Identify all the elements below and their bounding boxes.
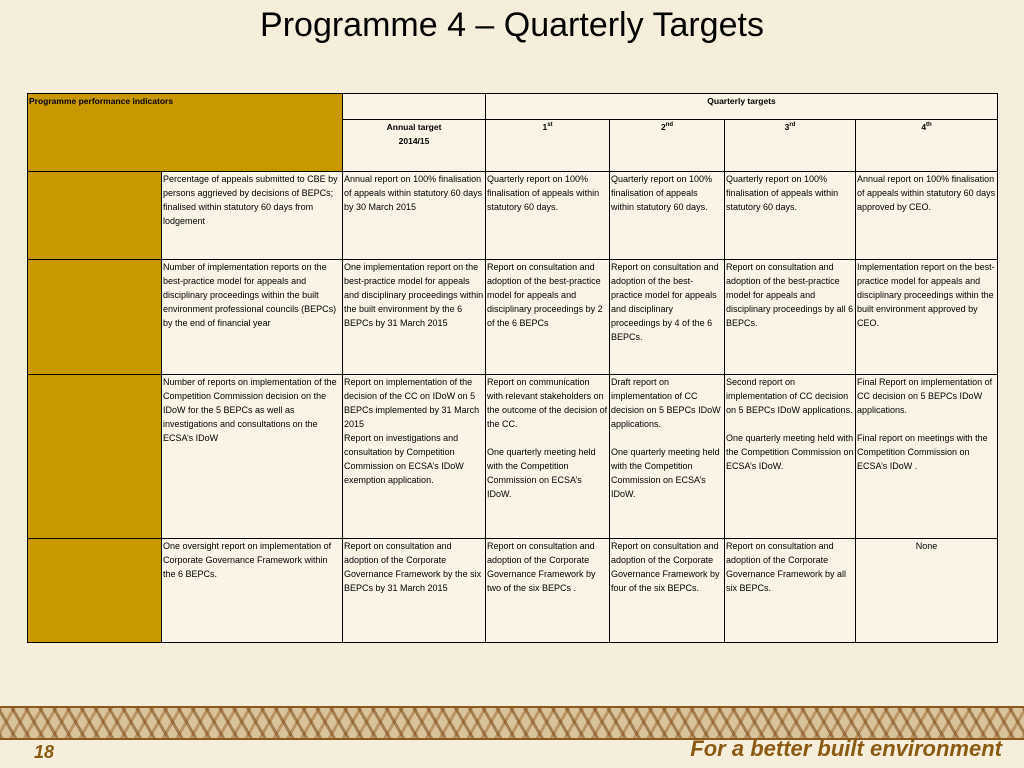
q2-target-cell: Report on consultation and adoption of the Corporate Governance Framework by four of the six BEPCs. [610,539,725,643]
quarter-2-header [610,120,725,172]
indicator-cell: Number of reports on implementation of the Competition Commission decision on the IDoW for the 5 BEPCs as well as investigations and consultations on the ECSA’s IDoW [162,375,343,539]
decorative-border [0,706,1024,740]
annual-target-part-a: Report on implementation of the decision of the CC on IDoW on 5 BEPCs implemented by 31 March 2015 [344,377,480,429]
q1-target-cell: Report on consultation and adoption of the best-practice model for appeals and disciplinary proceedings by 2 of the 6 BEPCs [486,260,610,375]
q1-target-part-a: Report on communication with relevant stakeholders on the outcome of the decision of the CC. [487,377,608,429]
q3-target-cell [725,375,856,539]
q1-target-cell: Report on consultation and adoption of the Corporate Governance Framework by two of the six BEPCs . [486,539,610,643]
quarter-2-suffix: nd [665,122,674,129]
slide-title: Programme 4 – Quarterly Targets [260,6,764,44]
annual-target-part-b: Report on investigations and consultation by Competition Commission on ECSA’s IDoW exemption application. [344,433,464,485]
q2-target-cell: Report on consultation and adoption of the best-practice model for appeals and disciplinary proceedings by 4 of the 6 BEPCs. [610,260,725,375]
annual-target-cell: One implementation report on the best-practice model for appeals and disciplinary proceedings within the built environment by the 6 BEPCs by 31 March 2015 [343,260,486,375]
indicator-cell: Number of implementation reports on the best-practice model for appeals and disciplinary proceedings within the built environment professional councils (BEPCs) by the end of financial year [162,260,343,375]
indicator-cell: Percentage of appeals submitted to CBE by persons aggrieved by decisions of BEPCs; finalised within statutory 60 days from lodgement [162,172,343,260]
q2-target-part-b: One quarterly meeting held with the Competition Commission on ECSA’s IDoW. [611,447,720,499]
quarter-4-header [856,120,998,172]
q4-target-cell: None [856,539,998,643]
quarter-1-suffix: st [547,122,553,129]
q4-target-cell: Implementation report on the best-practice model for appeals and disciplinary proceedings within the built environment approved by CEO. [856,260,998,375]
q3-target-part-a: Second report on implementation of CC decision on 5 BEPCs IDoW applications. [726,377,853,415]
table-row [28,375,998,539]
q3-target-cell: Report on consultation and adoption of the Corporate Governance Framework by all six BEPCs. [725,539,856,643]
row-marker [28,375,162,539]
quarter-3-number: 3 [784,122,790,132]
footer-tagline: For a better built environment [690,736,1002,761]
row-marker [28,172,162,260]
q4-target-part-a: Final Report on implementation of CC decision on 5 BEPCs IDoW applications. [857,377,993,415]
table-row [28,539,998,643]
quarterly-targets-table [27,93,998,643]
quarter-1-header [486,120,610,172]
annual-target-label: Annual target [386,122,442,132]
quarter-4-number: 4 [921,122,927,132]
page-number: 18 [34,742,55,762]
table-row [28,172,998,260]
q3-target-cell: Quarterly report on 100% finalisation of appeals within statutory 60 days. [725,172,856,260]
indicator-cell: One oversight report on implementation of Corporate Governance Framework within the 6 BEPCs. [162,539,343,643]
q2-target-cell [610,375,725,539]
annual-target-header [343,120,486,172]
quarter-1-number: 1 [542,122,548,132]
q4-target-cell [856,375,998,539]
q3-target-part-b: One quarterly meeting held with the Competition Commission on ECSA’s IDoW. [726,433,854,471]
row-marker [28,539,162,643]
annual-target-cell: Report on consultation and adoption of the Corporate Governance Framework by the six BEPCs by 31 March 2015 [343,539,486,643]
quarterly-targets-header: Quarterly targets [486,94,998,120]
q4-target-part-b: Final report on meetings with the Competition Commission on ECSA’s IDoW . [857,433,988,471]
table-row [28,260,998,375]
quarter-3-suffix: rd [789,122,796,129]
quarter-3-header [725,120,856,172]
indicators-header: Programme performance indicators [28,94,343,172]
row-marker [28,260,162,375]
q2-target-cell: Quarterly report on 100% finalisation of appeals within statutory 60 days. [610,172,725,260]
quarter-4-suffix: th [926,122,932,129]
annual-target-cell [343,375,486,539]
q3-target-cell: Report on consultation and adoption of the best-practice model for appeals and disciplinary proceedings by all 6 BEPCs. [725,260,856,375]
quarter-2-number: 2 [660,122,666,132]
header-row-1 [28,94,998,120]
q2-target-part-a: Draft report on implementation of CC decision on 5 BEPCs IDoW applications. [611,377,721,429]
q1-target-part-b: One quarterly meeting held with the Competition Commission on ECSA’s IDoW. [487,447,596,499]
header-blank-cell [343,94,486,120]
annual-target-year: 2014/15 [398,136,430,146]
q1-target-cell: Quarterly report on 100% finalisation of appeals within statutory 60 days. [486,172,610,260]
annual-target-cell: Annual report on 100% finalisation of appeals within statutory 60 days by 30 March 2015 [343,172,486,260]
q4-target-cell: Annual report on 100% finalisation of appeals within statutory 60 days approved by CEO. [856,172,998,260]
q1-target-cell [486,375,610,539]
